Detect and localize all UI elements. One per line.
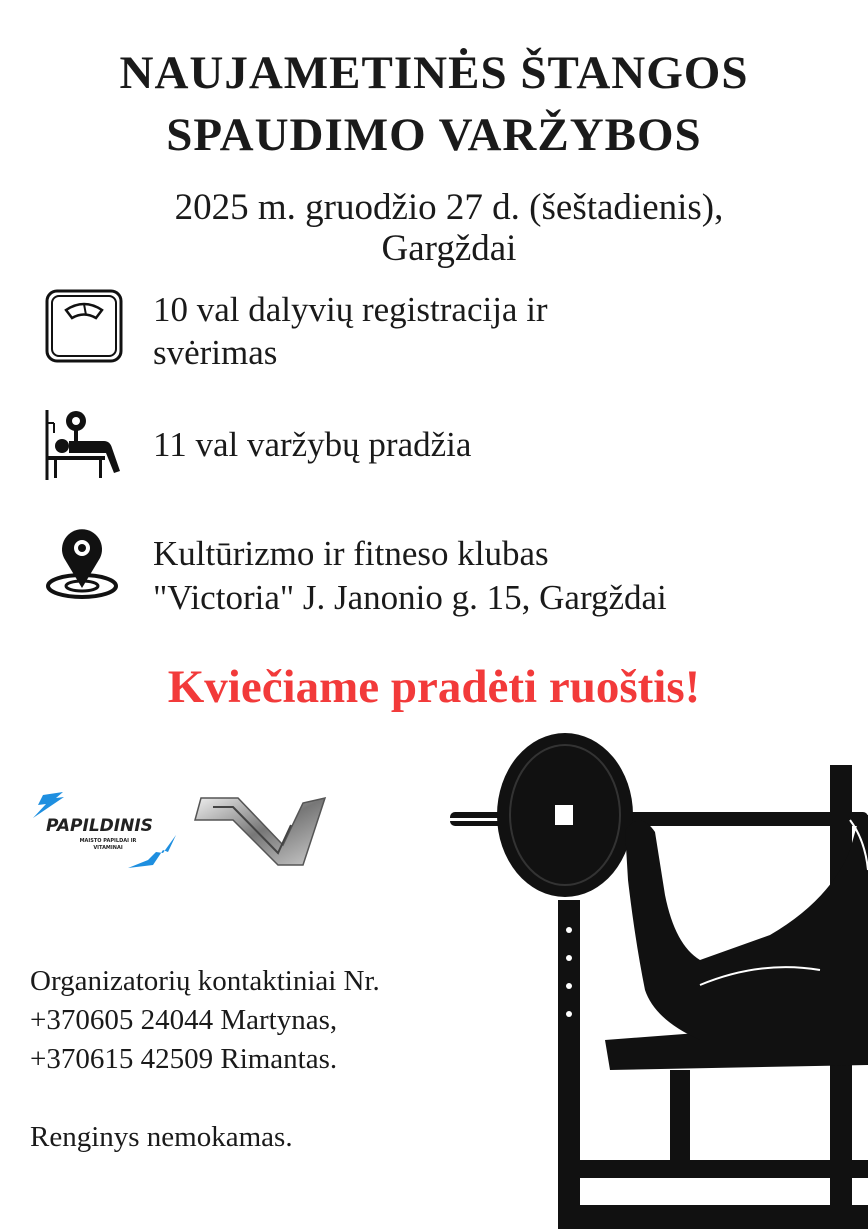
registration-line-2: svėrimas	[153, 333, 278, 372]
registration-line-1: 10 val dalyvių registracija ir	[153, 290, 548, 329]
venue-line-2: "Victoria" J. Janonio g. 15, Gargždai	[153, 578, 667, 617]
papildinis-logo: PAPILDINIS MAISTO PAPILDAI IR VITAMINAI	[28, 790, 178, 870]
contact-rimantas: +370615 42509 Rimantas.	[30, 1043, 338, 1075]
location-pin-icon	[44, 528, 120, 600]
event-date: 2025 m. gruodžio 27 d. (šeštadienis),	[174, 187, 724, 228]
competition-start: 11 val varžybų pradžia	[153, 425, 472, 464]
scale-icon	[44, 288, 124, 364]
rack-upright-left	[558, 900, 580, 1229]
contact-martynas: +370605 24044 Martynas,	[30, 1004, 338, 1036]
bench-press-icon	[44, 408, 124, 483]
free-entry-note: Renginys nemokamas.	[30, 1121, 293, 1153]
contacts-heading: Organizatorių kontaktiniai Nr.	[30, 965, 380, 997]
event-city: Gargždai	[381, 228, 517, 269]
victoria-club-logo	[193, 795, 328, 867]
title-line-2: SPAUDIMO VARŽYBOS	[166, 109, 702, 161]
venue-line-1: Kultūrizmo ir fitneso klubas	[153, 534, 549, 573]
title-line-1: NAUJAMETINĖS ŠTANGOS	[119, 47, 749, 99]
call-to-action: Kviečiame pradėti ruoštis!	[167, 661, 701, 713]
bench-press-silhouette	[440, 720, 868, 1229]
